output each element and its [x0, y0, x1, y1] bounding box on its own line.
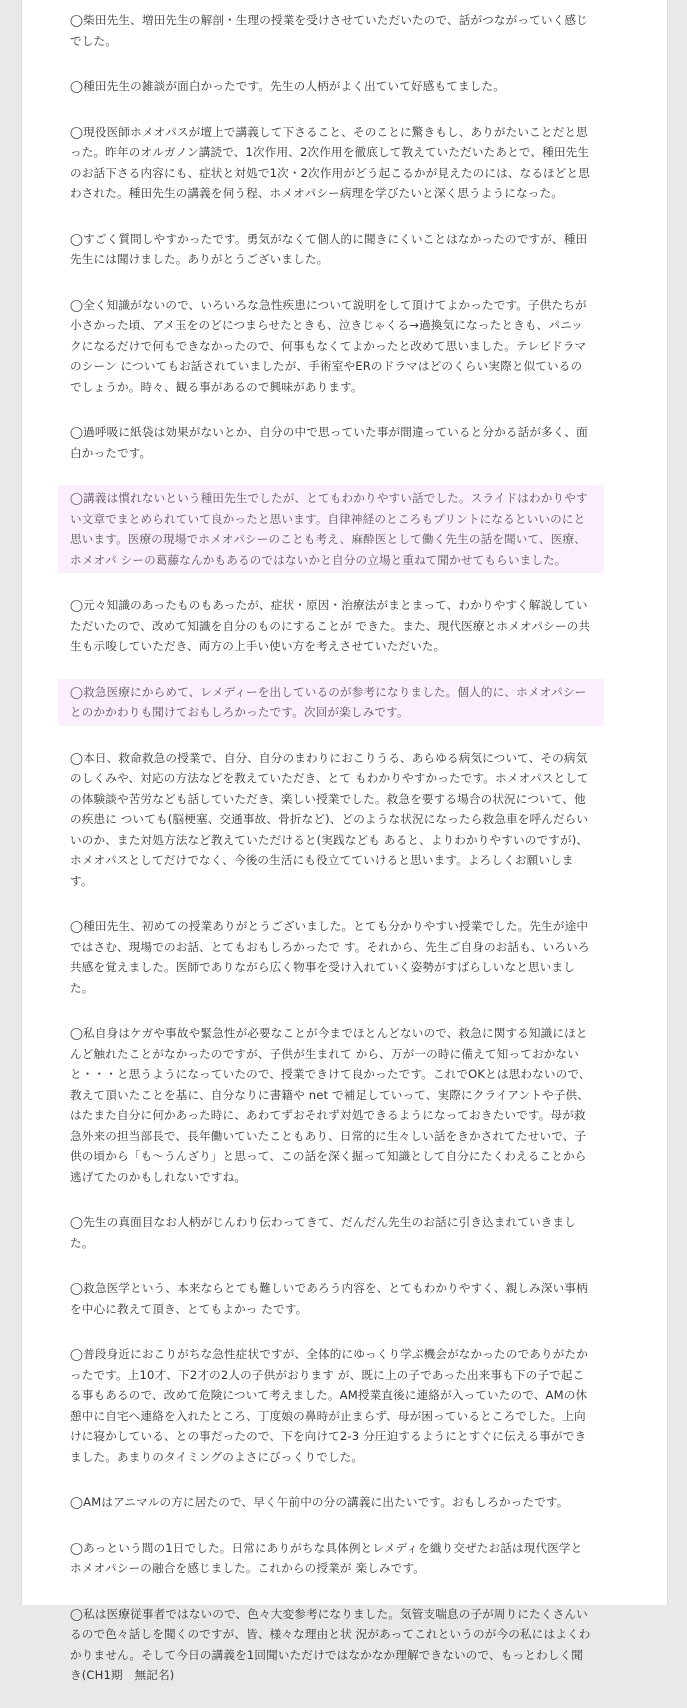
comment-item: ◯普段身近におこりがちな急性症状ですが、全体的にゆっくり学ぶ機会がなかったのでありがたかったです。上10才、下2才の2人の子供がおります が、既に上の子であった出来事も下の子で起こる事もあるので、改めて危険について考えました。AM授業直後に連絡が入っていたので、AMの休憩中に自宅へ連絡を入れたところ、丁度娘の鼻時が止まらず、母が困っているところでした。上向けに寝かしている、との事だったので、下を向けて2-3 分圧迫するようにとすぐに伝える事ができました。あまりのタイミングのよさにびっくりでした。 — [70, 1347, 588, 1464]
comment-item: ◯私自身はケガや事故や緊急性が必要なことが今までほとんどないので、救急に関する知識にほとんど触れたことがなかったのですが、子供が生まれて から、万が一の時に備えて知っておかないと・・・と思うようになっていたので、授業できけて良かったです。これでOKとは思わないので、教えて頂いたことを基に、自分なりに書籍や net で補足していって、実際にクライアントや子供、はたまた自分に何かあった時に、あわてずおそれず対処できるようになっておきたいです。母が救急外来の担当部長で、長年働いていたこともあり、日常的に生々しい話をきかされてたせいで、子供の頃から「も〜うんざり」と思って、この話を深く掘って知識として自分にたくわえることから逃げてたのかもしれないですね。 — [70, 1026, 591, 1184]
comment-item-highlighted: ◯救急医療にからめて、レメディーを出しているのが参考になりました。個人的に、ホメオパシーとのかかわりも聞けておもしろかったです。次回が楽しみです。 — [58, 679, 604, 726]
comment-item: ◯柴田先生、増田先生の解剖・生理の授業を受けさせていただいたので、話がつながっていく感じでした。 — [70, 13, 588, 48]
comment-item: ◯救急医学という、本来ならとても難しいであろう内容を、とてもわかりやすく、親しみ深い事柄を中心に教えて頂き、とてもよかっ たです。 — [70, 1281, 588, 1316]
comment-item: ◯AMはアニマルの方に居たので、早く午前中の分の講義に出たいです。おもしろかったです。 — [70, 1495, 569, 1509]
comment-item: ◯あっという間の1日でした。日常にありがちな具体例とレメディを織り交ぜたお話は現代医学とホメオパシーの融合を感じました。これからの授業が 楽しみです。 — [70, 1540, 583, 1575]
comment-item-highlighted: ◯講義は慣れないという種田先生でしたが、とてもわかりやすい話でした。スライドはわかりやすい文章でまとめられていて良かったと思います。自律神経のところもプリントになるといいのにと思います。医療の現場でホメオパシーのことも考え、麻酔医として働く先生の話を聞いて、医療、ホメオパ シーの葛藤なんかもあるのではないかと自分の立場と重ねて聞かせてもらいました。 — [58, 485, 604, 573]
comment-item: ◯過呼吸に紙袋は効果がないとか、自分の中で思っていた事が間違っていると分かる話が多く、面白かったです。 — [70, 425, 588, 460]
comment-item: ◯すごく質問しやすかったです。勇気がなくて個人的に聞きにくいことはなかったのですが、種田先生には聞けました。ありがとうございました。 — [70, 231, 588, 266]
comment-item: ◯種田先生、初めての授業ありがとうございました。とても分かりやすい授業でした。先生が途中ではさむ、現場でのお話、とてもおもしろかったで す。それから、先生ご自身のお話も、いろいろ共感を覚えました。医師でありながら広く物事を受け入れていく姿勢がすばらしいなと思いました。 — [70, 919, 590, 995]
comment-item: ◯現役医師ホメオパスが壇上で講義して下さること、そのことに驚きもし、ありがたいことだと思った。昨年のオルガノン講読で、1次作用、2次作用を徹底して教えていただいたあとで、種田先生のお話下さる内容にも、症状と対処で1次・2次作用がどう起こるかが見えたのには、なるほどと思わされた。種田先生の講義を伺う程、ホメオパシー病理を学びたいと深く思うようになった。 — [70, 124, 591, 200]
page-panel — [21, 0, 668, 1682]
comment-list — [58, 7, 604, 1708]
comment-item: ◯先生の真面目なお人柄がじんわり伝わってきて、だんだん先生のお話に引き込まれていきました。 — [70, 1215, 577, 1250]
comment-item: ◯全く知識がないので、いろいろな急性疾患について説明をして頂けてよかったです。子供たちが小さかった頃、アメ玉をのどにつまらせたときも、泣きじゃくる→過換気になったときも、パニックになるだけで何もできなかったので、何事もなくてよかったと改めて思いました。テレビドラマのシーン についてもお話されていましたが、手術室やERのドラマはどのくらい実際と似ているのでしょうか。時々、観る事があるので興味があります。 — [70, 297, 587, 394]
comment-item: ◯本日、救命救急の授業で、自分、自分のまわりにおこりうる、あらゆる病気について、その病気のしくみや、対応の方法などを教えていただき、とて もわかりやすかったです。ホメオパスとしての体験談や苦労なども話していただき、楽しい授業でした。救急を要する場合の状況について、他の疾患に ついても(脳梗塞、交通事故、骨折など)、どのような状況になったら救急車を呼んだらいいのか、また対処方法など教えていただけると(実践なども あると、よりわかりやすいのですが)、ホメオパスとしてだけでなく、今後の生活にも役立てていけると思います。よろしくお願いしま す。 — [70, 750, 589, 888]
comment-item: ◯種田先生の雑談が面白かったです。先生の人柄がよく出ていて好感もてました。 — [70, 79, 505, 93]
comment-item: ◯元々知識のあったものもあったが、症状・原因・治療法がまとまって、わかりやすく解説していただいたので、改めて知識を自分のものにすることが できた。また、現代医療とホメオパシーの共生も示唆していただき、両方の上手い使い方を考えさせていただいた。 — [70, 598, 591, 653]
comment-item: ◯私は医療従事者ではないので、色々大変参考になりました。気管支喘息の子が周りにたくさんいるので色々話しを聞くのですが、皆、様々な理由と状 況があってこれというのが今の私にはよくわかりません。そして今日の講義を1回聞いただけではなかなか理解できないので、もっとわしく聞き(CH1期 無記名) — [70, 1606, 591, 1682]
